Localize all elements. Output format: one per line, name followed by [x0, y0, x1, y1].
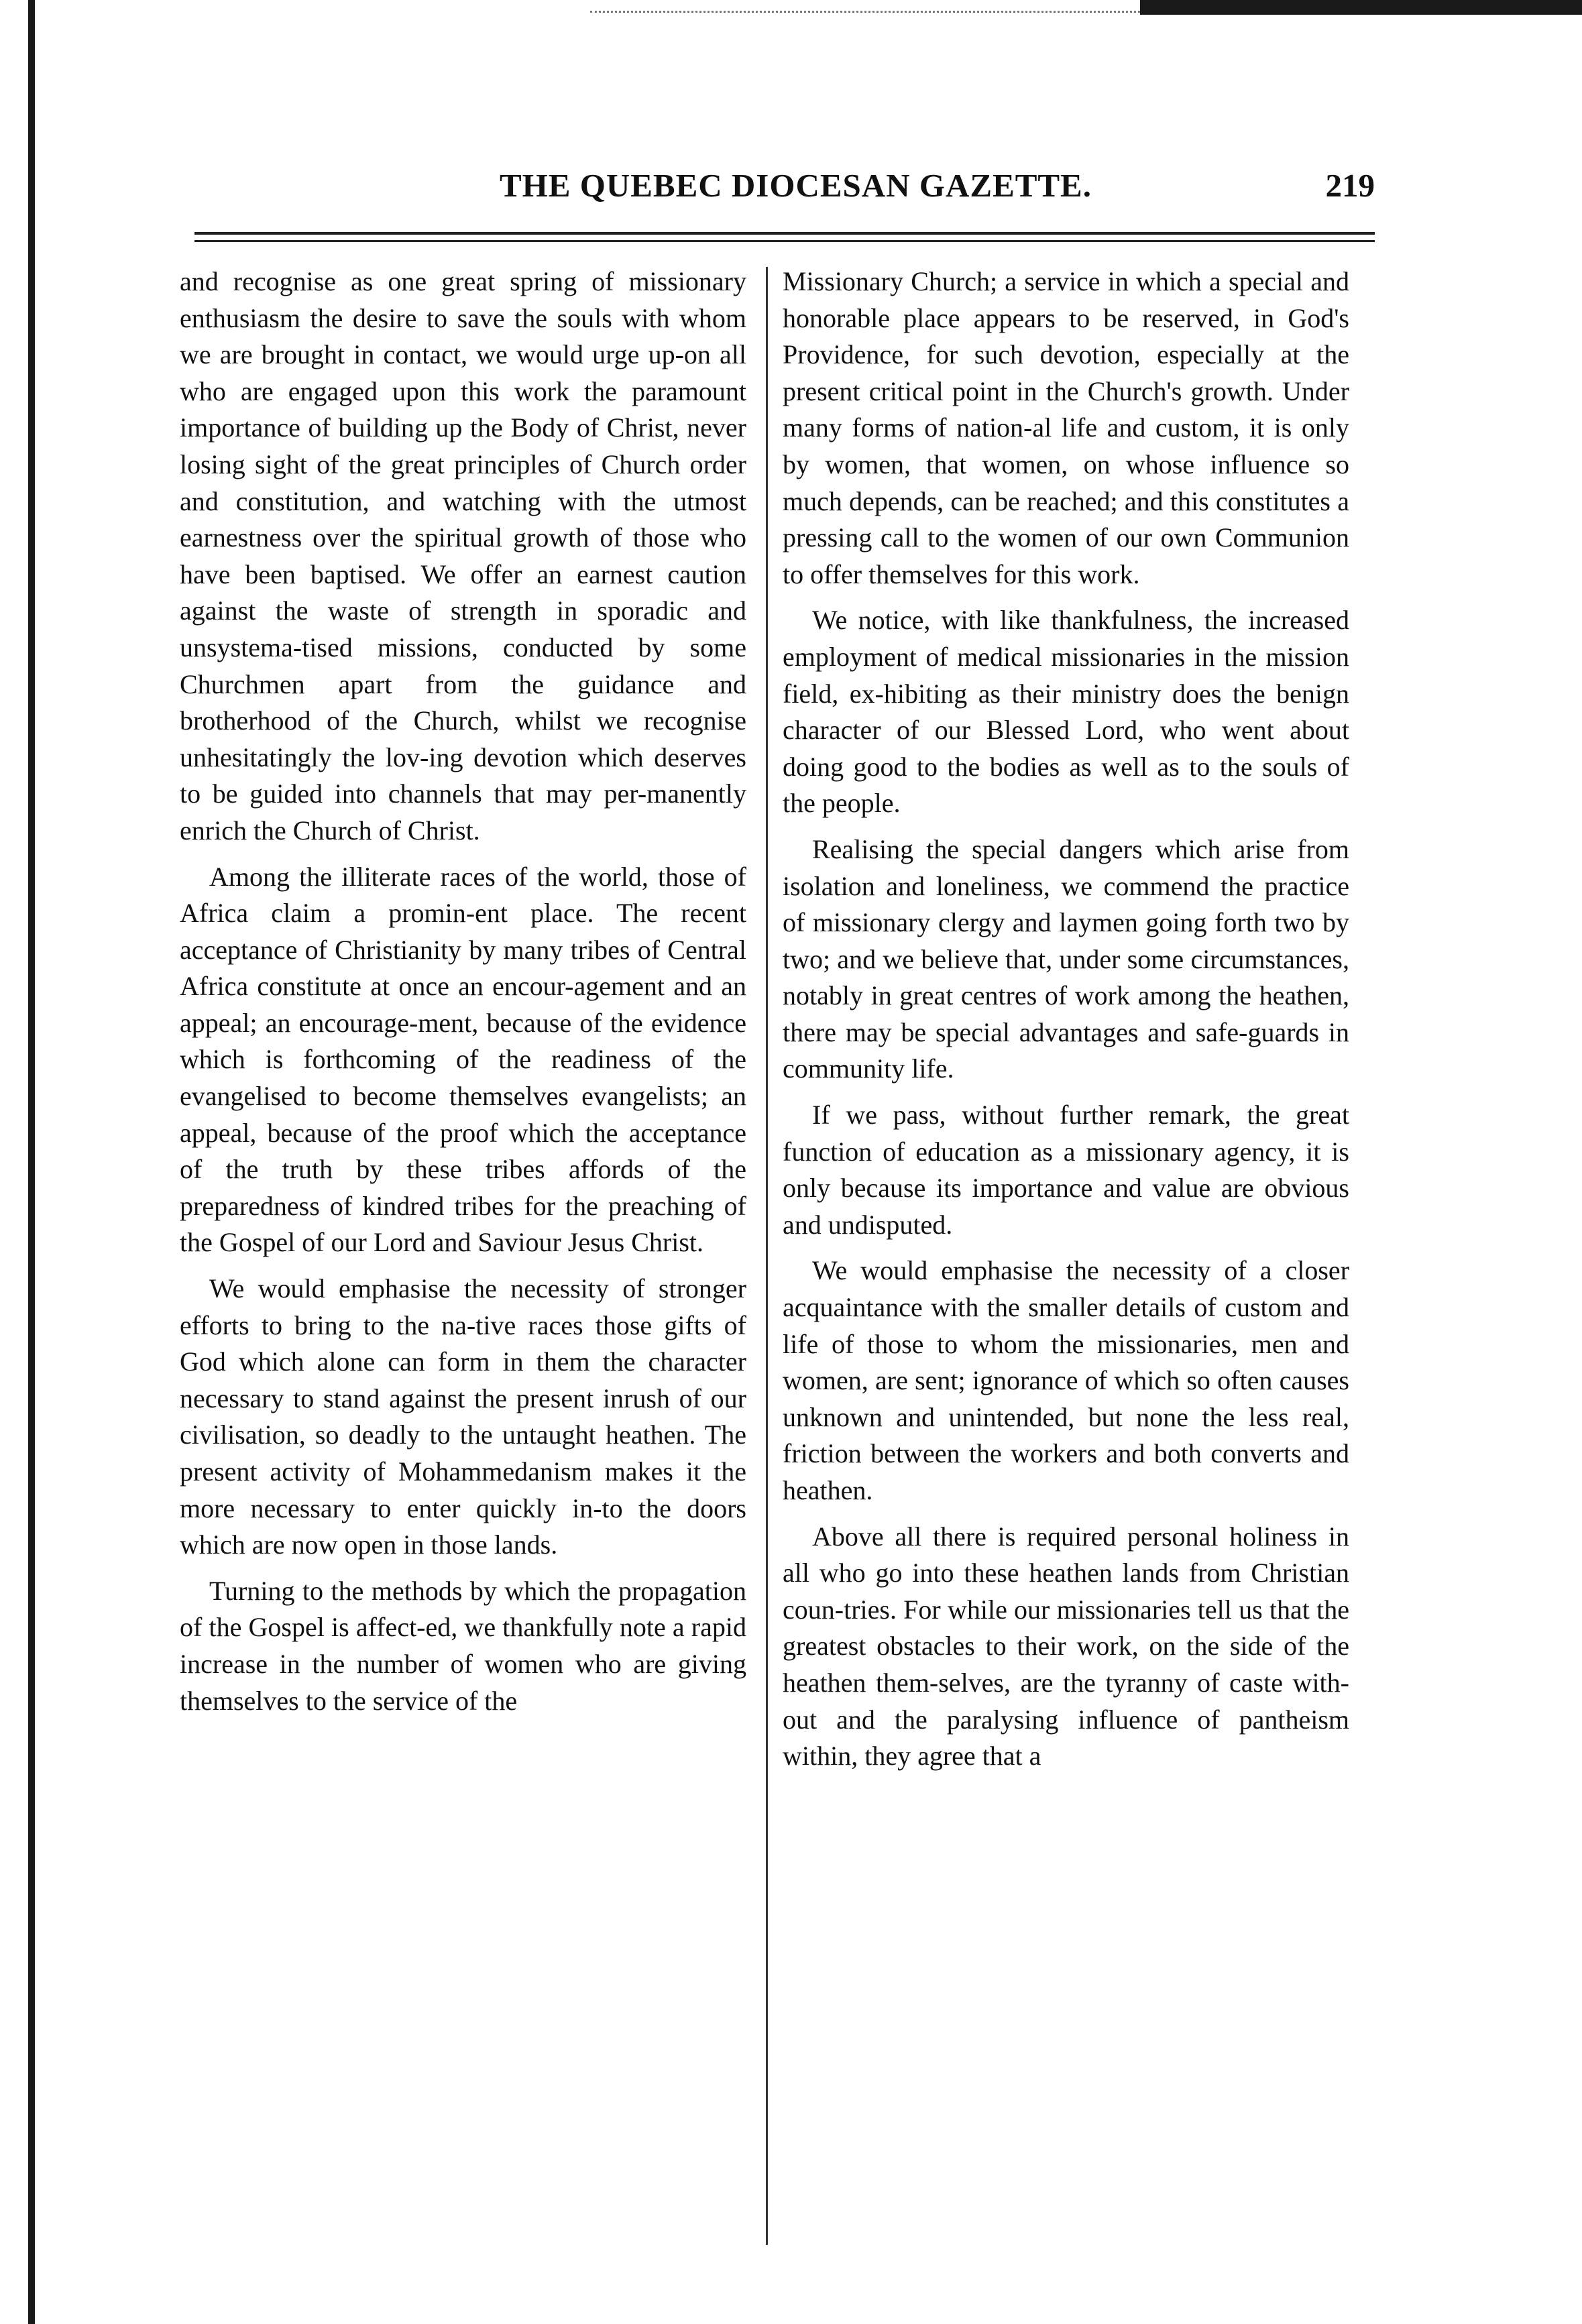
right-paragraph-4: If we pass, without further remark, the great function of education as a missionary agency, it is only because its importance and value are obvious and undisputed.	[783, 1100, 1349, 1240]
page-number: 219	[1325, 167, 1375, 204]
right-paragraph-6: Above all there is required personal holiness in all who go into these heathen lands from Christian coun-tries. For while our missionaries tell us that the greatest obstacles to their work, on the side of the heathen them-selves, are the tyranny of caste with-out and the paralysing influence of pantheism within, they agree that a	[783, 1521, 1349, 1771]
right-paragraph-3: Realising the special dangers which arise from isolation and loneliness, we commend the practice of missionary clergy and laymen going forth two by two; and we believe that, under some circumstances, notably in great centres of work among the heathen, there may be special advantages and safe-guards in community life.	[783, 833, 1349, 1084]
header-rule-upper	[194, 232, 1375, 235]
column-divider	[766, 267, 768, 2245]
right-paragraph-1: Missionary Church; a service in which a special and honorable place appears to be reserved, in God's Providence, for such devotion, especially at the present critical point in the Church's growth. Under many forms of nation-al life and custom, it is only by women, that women, on whose influence so much depends, can be reached; and this constitutes a pressing call to the women of our own Communion to offer themselves for this work.	[783, 266, 1349, 589]
right-paragraph-2: We notice, with like thankfulness, the increased employment of medical missionaries in the mission field, ex-hibiting as their ministry does the benign character of our Blessed Lord, who went about doing good to the bodies as well as to the souls of the people.	[783, 605, 1349, 819]
left-column	[180, 264, 746, 1729]
left-paragraph-3: We would emphasise the necessity of stronger efforts to bring to the na-tive races those gifts of God which alone can form in them the character necessary to stand against the present inrush of our civilisation, so deadly to the untaught heathen. The present activity of Mohammedanism makes it the more necessary to enter quickly in-to the doors which are now open in those lands.	[180, 1273, 746, 1560]
left-paragraph-4: Turning to the methods by which the propagation of the Gospel is affect-ed, we thankfully note a rapid increase in the number of women who are giving themselves to the service of the	[180, 1575, 746, 1716]
left-paragraph-1: and recognise as one great spring of missionary enthusiasm the desire to save the souls with whom we are brought in contact, we would urge up-on all who are engaged upon this work the paramount importance of building up the Body of Christ, never losing sight of the great principles of Church order and constitution, and watching with the utmost earnestness over the spiritual growth of those who have been baptised. We offer an earnest caution against the waste of strength in sporadic and unsystema-tised missions, conducted by some Churchmen apart from the guidance and brotherhood of the Church, whilst we recognise unhesitatingly the lov-ing devotion which deserves to be guided into channels that may per-manently enrich the Church of Christ.	[180, 266, 746, 846]
page-top-dotted-edge	[590, 11, 1140, 13]
page-top-edge	[1140, 0, 1582, 15]
left-paragraph-2: Among the illiterate races of the world, those of Africa claim a promin-ent place. The recent acceptance of Christianity by many tribes of Central Africa constitute at once an encour-agement and an appeal; an encourage-ment, because of the evidence which is forthcoming of the readiness of the evangelised to become themselves evangelists; an appeal, because of the proof which the acceptance of the truth by these tribes affords of the preparedness of kindred tribes for the preaching of the Gospel of our Lord and Saviour Jesus Christ.	[180, 861, 746, 1258]
publication-title: THE QUEBEC DIOCESAN GAZETTE.	[500, 167, 1092, 204]
running-head	[194, 166, 1375, 213]
right-paragraph-5: We would emphasise the necessity of a closer acquaintance with the smaller details of custom and life of those to whom the missionaries, men and women, are sent; ignorance of which so often causes unknown and unintended, but none the less real, friction between the workers and both converts and heathen.	[783, 1255, 1349, 1505]
header-rule-lower	[194, 240, 1375, 242]
right-column	[783, 264, 1349, 1784]
page-binding-edge	[28, 0, 35, 2324]
